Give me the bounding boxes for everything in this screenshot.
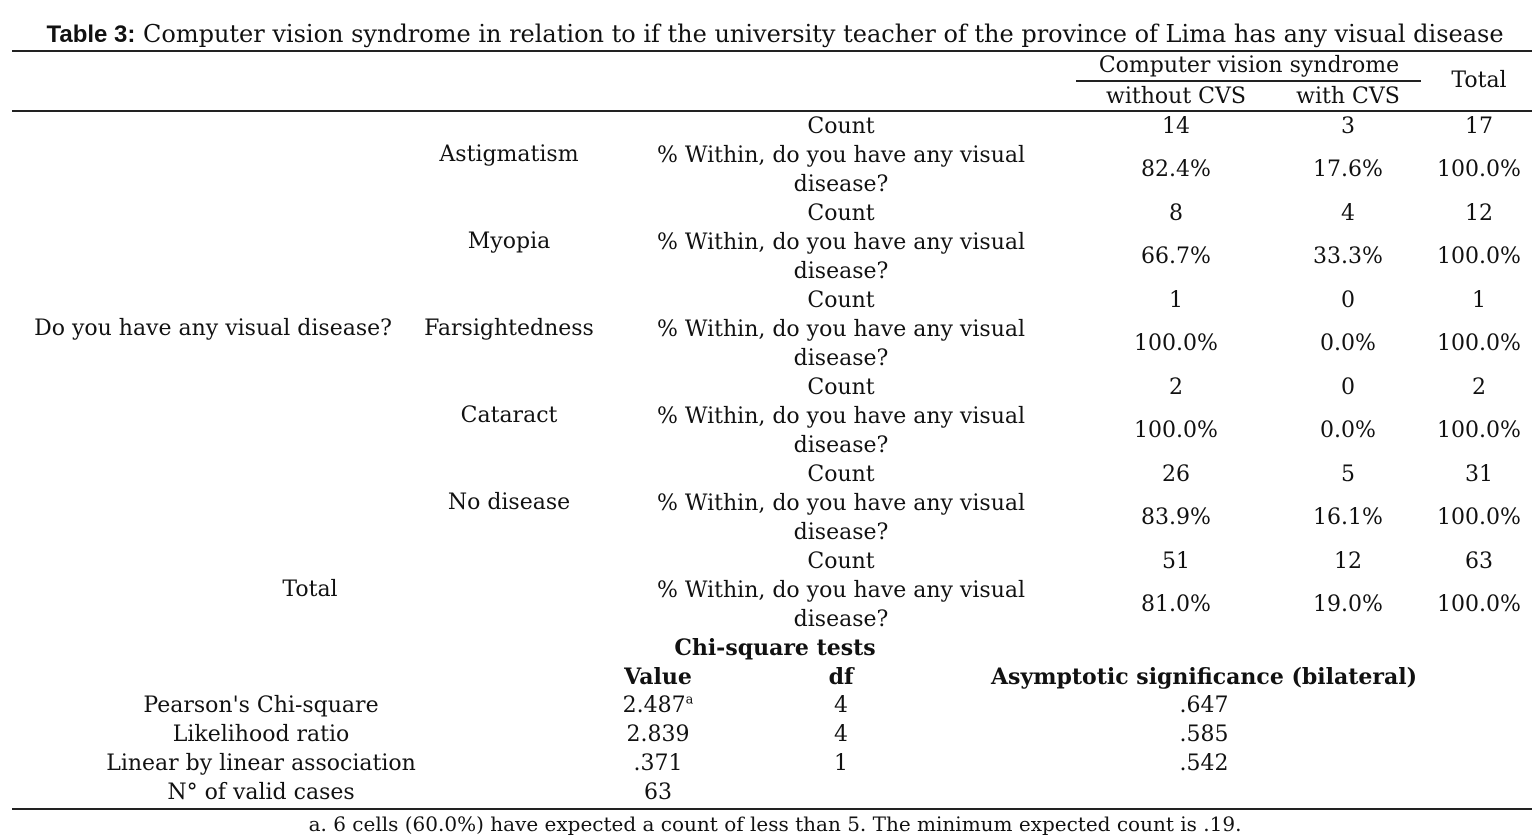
stat-count-label: Count — [807, 375, 875, 400]
footnote-marker: a — [685, 692, 694, 708]
group-underline — [1076, 80, 1421, 82]
chi-sig-cell: .542 — [1179, 751, 1229, 776]
stat-pct-label-line2: disease? — [793, 520, 889, 545]
chi-df-cell: 4 — [834, 693, 848, 718]
row-label: Astigmatism — [439, 142, 579, 167]
stat-count-label: Count — [807, 201, 875, 226]
table-title-label: Table 3: — [46, 21, 136, 48]
count-cell: 1 — [1472, 288, 1486, 313]
stat-pct-label-line1: % Within, do you have any visual — [656, 317, 1026, 342]
pct-cell: 100.0% — [1437, 331, 1521, 356]
count-cell: 51 — [1162, 549, 1190, 574]
chi-df-cell: 1 — [834, 751, 848, 776]
stat-pct-label-line1: % Within, do you have any visual — [656, 578, 1026, 603]
chi-value-cell — [634, 751, 683, 777]
count-cell: 3 — [1341, 114, 1355, 139]
row-label: Myopia — [467, 229, 551, 254]
pct-cell: 16.1% — [1313, 505, 1383, 530]
chi-col-df: df — [828, 664, 854, 690]
row-label: Farsightedness — [424, 316, 594, 341]
chi-col-sig: Asymptotic significance (bilateral) — [990, 664, 1418, 690]
pct-cell: 100.0% — [1437, 592, 1521, 617]
pct-cell: 100.0% — [1437, 157, 1521, 182]
chi-sig-cell: .647 — [1179, 693, 1229, 718]
pct-cell: 100.0% — [1134, 331, 1218, 356]
chi-row-label: N° of valid cases — [167, 780, 355, 805]
chi-sig-cell: .585 — [1179, 722, 1229, 747]
chi-value-cell — [627, 722, 690, 748]
pct-cell: 100.0% — [1437, 418, 1521, 443]
chi-value-cell — [623, 693, 694, 719]
pct-cell: 81.0% — [1141, 592, 1211, 617]
count-cell: 0 — [1341, 288, 1355, 313]
count-cell: 12 — [1334, 549, 1362, 574]
header-col-without: without CVS — [1106, 84, 1246, 109]
chi-df-cell: 4 — [834, 722, 848, 747]
chi-title: Chi-square tests — [674, 635, 876, 661]
pct-cell: 19.0% — [1313, 592, 1383, 617]
header-col-total: Total — [1451, 68, 1507, 93]
count-cell: 31 — [1465, 462, 1493, 487]
stat-pct-label-line2: disease? — [793, 433, 889, 458]
pct-cell: 100.0% — [1437, 244, 1521, 269]
footer-rule — [12, 808, 1532, 810]
chi-value: 2.487 — [622, 693, 686, 718]
chi-value: 63 — [644, 780, 672, 805]
header-bottom-rule — [12, 110, 1532, 112]
stat-pct-label-line1: % Within, do you have any visual — [656, 404, 1026, 429]
stat-pct-label-line1: % Within, do you have any visual — [656, 143, 1026, 168]
stat-pct-label-line2: disease? — [793, 259, 889, 284]
stat-count-label: Count — [807, 549, 875, 574]
row-label: Total — [282, 577, 338, 602]
chi-row-label: Pearson's Chi-square — [143, 693, 379, 718]
count-cell: 2 — [1169, 375, 1183, 400]
stat-pct-label-line1: % Within, do you have any visual — [656, 491, 1026, 516]
chi-col-value: Value — [624, 664, 692, 690]
chi-value-cell — [644, 780, 672, 806]
count-cell: 14 — [1162, 114, 1190, 139]
chi-value: .371 — [633, 751, 683, 776]
count-cell: 4 — [1341, 201, 1355, 226]
pct-cell: 83.9% — [1141, 505, 1211, 530]
row-label: Cataract — [460, 403, 558, 428]
pct-cell: 82.4% — [1141, 157, 1211, 182]
chi-value: 2.839 — [626, 722, 690, 747]
count-cell: 26 — [1162, 462, 1190, 487]
stat-pct-label-line1: % Within, do you have any visual — [656, 230, 1026, 255]
count-cell: 0 — [1341, 375, 1355, 400]
top-rule — [12, 50, 1532, 52]
stat-pct-label-line2: disease? — [793, 172, 889, 197]
pct-cell: 33.3% — [1313, 244, 1383, 269]
count-cell: 12 — [1465, 201, 1493, 226]
pct-cell: 17.6% — [1313, 157, 1383, 182]
chi-row-label: Likelihood ratio — [172, 722, 350, 747]
header-col-with: with CVS — [1296, 84, 1400, 109]
count-cell: 8 — [1169, 201, 1183, 226]
table-title — [46, 20, 1503, 49]
pct-cell: 100.0% — [1134, 418, 1218, 443]
table-title-text: Computer vision syndrome in relation to if the university teacher of the province of Lima has any visual disease — [135, 20, 1504, 48]
pct-cell: 0.0% — [1320, 331, 1376, 356]
count-cell: 1 — [1169, 288, 1183, 313]
row-label: No disease — [447, 490, 571, 515]
stat-pct-label-line2: disease? — [793, 346, 889, 371]
count-cell: 2 — [1472, 375, 1486, 400]
pct-cell: 66.7% — [1141, 244, 1211, 269]
count-cell: 63 — [1465, 549, 1493, 574]
stat-count-label: Count — [807, 462, 875, 487]
header-group-label: Computer vision syndrome — [1098, 53, 1400, 78]
row-header: Do you have any visual disease? — [34, 316, 392, 341]
stat-count-label: Count — [807, 114, 875, 139]
count-cell: 5 — [1341, 462, 1355, 487]
pct-cell: 0.0% — [1320, 418, 1376, 443]
chi-row-label: Linear by linear association — [106, 751, 416, 776]
footnote: a. 6 cells (60.0%) have expected a count of less than 5. The minimum expected count is .19. — [308, 812, 1242, 836]
pct-cell: 100.0% — [1437, 505, 1521, 530]
stat-count-label: Count — [807, 288, 875, 313]
count-cell: 17 — [1465, 114, 1493, 139]
stat-pct-label-line2: disease? — [793, 607, 889, 632]
